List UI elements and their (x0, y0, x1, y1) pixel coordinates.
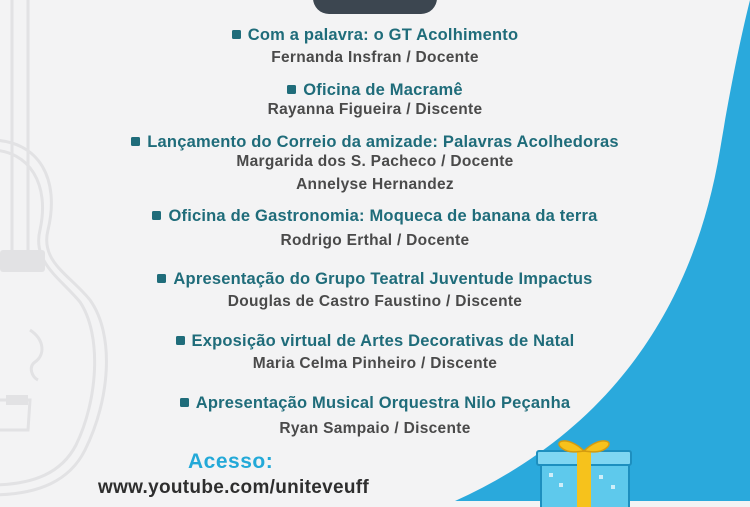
program-item-2-person-1: Rayanna Figueira / Discente (267, 101, 483, 118)
square-bullet-icon (176, 336, 185, 345)
program-item-7-title: Apresentação Musical Orquestra Nilo Peçanha (0, 394, 750, 413)
program-item-7-person-1: Ryan Sampaio / Discente (279, 420, 471, 437)
youtube-link[interactable]: www.youtube.com/uniteveuff (98, 477, 369, 498)
square-bullet-icon (232, 30, 241, 39)
program-item-1-person-1: Fernanda Insfran / Docente (271, 49, 479, 66)
square-bullet-icon (287, 85, 296, 94)
program-item-3-person-2: Annelyse Hernandez (296, 176, 454, 193)
program-item-1-title: Com a palavra: o GT Acolhimento (0, 26, 750, 45)
access-label: Acesso: (188, 450, 274, 473)
program-item-5-person-1: Douglas de Castro Faustino / Discente (227, 293, 523, 310)
gift-box-icon (533, 437, 633, 507)
square-bullet-icon (180, 398, 189, 407)
program-item-6-title: Exposição virtual de Artes Decorativas de Natal (0, 332, 750, 351)
square-bullet-icon (152, 211, 161, 220)
program-item-6-person-1: Maria Celma Pinheiro / Discente (252, 355, 498, 372)
program-item-4-person-1: Rodrigo Erthal / Docente (280, 232, 470, 249)
program-item-4-title: Oficina de Gastronomia: Moqueca de banana da terra (0, 207, 750, 226)
top-tab-decoration (313, 0, 437, 14)
program-item-3-person-1: Margarida dos S. Pacheco / Docente (236, 153, 514, 170)
program-item-3-title: Lançamento do Correio da amizade: Palavras Acolhedoras (0, 133, 750, 152)
program-item-5-title: Apresentação do Grupo Teatral Juventude Impactus (0, 270, 750, 289)
program-item-2-title: Oficina de Macramê (0, 81, 750, 100)
square-bullet-icon (131, 137, 140, 146)
square-bullet-icon (157, 274, 166, 283)
